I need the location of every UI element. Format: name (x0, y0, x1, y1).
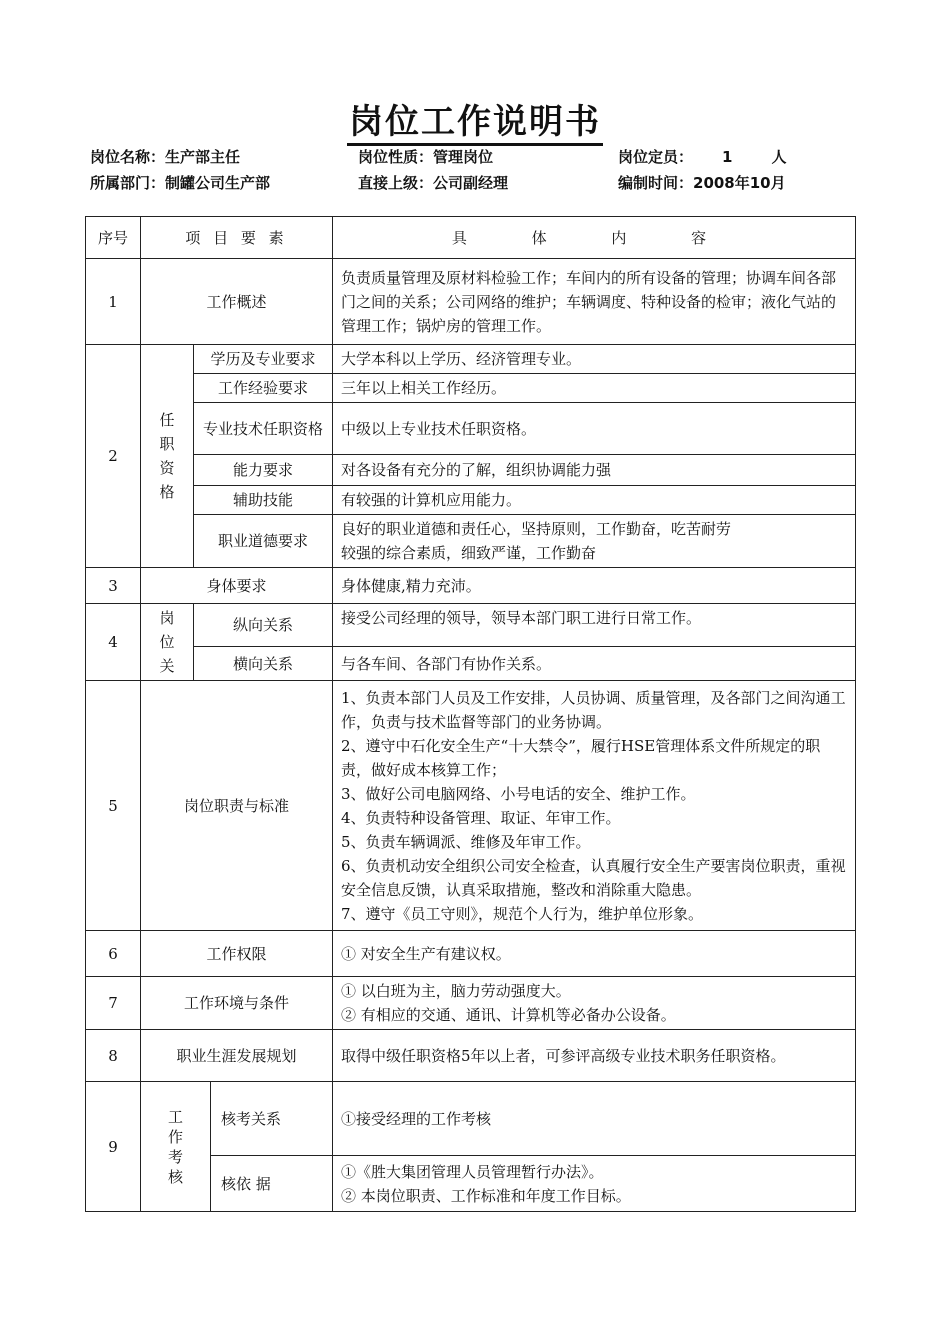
sub-label: 核考关系 (211, 1082, 333, 1156)
sub-content: 中级以上专业技术任职资格。 (333, 403, 856, 455)
row-no: 1 (86, 259, 141, 345)
table-row (86, 515, 856, 568)
table-row (86, 568, 856, 604)
sub-label: 专业技术任职资格 (194, 403, 333, 455)
post-quota-label: 岗位定员： (618, 148, 694, 166)
post-quota-unit: 人 (771, 148, 787, 166)
row-content: 身体健康,精力充沛。 (333, 568, 856, 604)
sub-content: 与各车间、各部门有协作关系。 (333, 647, 856, 681)
row-no: 8 (86, 1030, 141, 1082)
table-row (86, 486, 856, 515)
row-content: ① 以白班为主，脑力劳动强度大。 ② 有相应的交通、通讯、计算机等必备办公设备。 (333, 977, 856, 1030)
group-label: 工作考核 (141, 1082, 211, 1212)
row-no: 4 (86, 604, 141, 681)
post-nature: 岗位性质：管理岗位 (358, 148, 494, 166)
group-label: 岗位关 (141, 604, 194, 681)
sub-label: 能力要求 (194, 455, 333, 486)
post-quota (618, 146, 787, 167)
header-no: 序号 (86, 217, 141, 259)
post-quota-value: 1 (722, 148, 733, 166)
compile-time: 编制时间：2008年10月 (618, 174, 786, 192)
sub-label: 学历及专业要求 (194, 345, 333, 374)
table-row (86, 931, 856, 977)
table-row (86, 977, 856, 1030)
row-no: 6 (86, 931, 141, 977)
row-content: 取得中级任职资格5年以上者，可参评高级专业技术职务任职资格。 (333, 1030, 856, 1082)
table-row (86, 604, 856, 647)
document-title: 岗位工作说明书 (0, 94, 950, 143)
sub-label: 纵向关系 (194, 604, 333, 647)
row-item: 工作概述 (141, 259, 333, 345)
row-no: 3 (86, 568, 141, 604)
row-item: 工作环境与条件 (141, 977, 333, 1030)
sub-content: ①《胜大集团管理人员管理暂行办法》。 ② 本岗位职责、工作标准和年度工作目标。 (333, 1156, 856, 1212)
sub-content: 三年以上相关工作经历。 (333, 374, 856, 403)
row-no: 9 (86, 1082, 141, 1212)
table-row (86, 1082, 856, 1156)
header-item: 项 目 要 素 (141, 217, 333, 259)
sub-content: 有较强的计算机应用能力。 (333, 486, 856, 515)
sub-content: 接受公司经理的领导，领导本部门职工进行日常工作。 (333, 604, 856, 647)
row-content: 1、负责本部门人员及工作安排，人员协调、质量管理，及各部门之间沟通工作，负责与技术监督等部门的业务协调。 2、遵守中石化安全生产“十大禁令”，履行HSE管理体系文件所规定的职责，做好成本核算工作； 3、做好公司电脑网络、小号电话的安全、维护工作。 4、负责特种设备管理、取证、年审工作。 5、负责车辆调派、维修及年审工作。 6、负责机动安全组织公司安全检查，认真履行安全生产要害岗位职责，重视安全信息反馈，认真采取措施，整改和消除重大隐患。 7、遵守《员工守则》，规范个人行为，维护单位形象。 (333, 681, 856, 931)
table-row (86, 681, 856, 931)
sub-label: 工作经验要求 (194, 374, 333, 403)
job-description-table (85, 216, 856, 1212)
sub-label: 职业道德要求 (194, 515, 333, 568)
row-content: 负责质量管理及原材料检验工作；车间内的所有设备的管理；协调车间各部门之间的关系；公司网络的维护；车辆调度、特种设备的检审；液化气站的管理工作；锅炉房的管理工作。 (333, 259, 856, 345)
sub-content: 良好的职业道德和责任心，坚持原则，工作勤奋，吃苦耐劳 较强的综合素质，细致严谨，工作勤奋 (333, 515, 856, 568)
sub-label: 横向关系 (194, 647, 333, 681)
department: 所属部门：制罐公司生产部 (90, 174, 271, 192)
table-row (86, 403, 856, 455)
table-row (86, 455, 856, 486)
table-row (86, 647, 856, 681)
table-header-row (86, 217, 856, 259)
table-row (86, 259, 856, 345)
row-item: 职业生涯发展规划 (141, 1030, 333, 1082)
sub-content: 大学本科以上学历、经济管理专业。 (333, 345, 856, 374)
post-name: 岗位名称：生产部主任 (90, 148, 241, 166)
row-no: 2 (86, 345, 141, 568)
group-label: 任职资格 (141, 345, 194, 568)
header-content: 具 体 内 容 (333, 217, 856, 259)
row-item: 工作权限 (141, 931, 333, 977)
sub-content: ①接受经理的工作考核 (333, 1082, 856, 1156)
sub-content: 对各设备有充分的了解，组织协调能力强 (333, 455, 856, 486)
table-row (86, 345, 856, 374)
sub-label: 核依 据 (211, 1156, 333, 1212)
row-item: 身体要求 (141, 568, 333, 604)
row-no: 5 (86, 681, 141, 931)
row-no: 7 (86, 977, 141, 1030)
superior: 直接上级：公司副经理 (358, 174, 509, 192)
sub-label: 辅助技能 (194, 486, 333, 515)
table-row (86, 1030, 856, 1082)
row-content: ① 对安全生产有建议权。 (333, 931, 856, 977)
table-row (86, 374, 856, 403)
row-item: 岗位职责与标准 (141, 681, 333, 931)
